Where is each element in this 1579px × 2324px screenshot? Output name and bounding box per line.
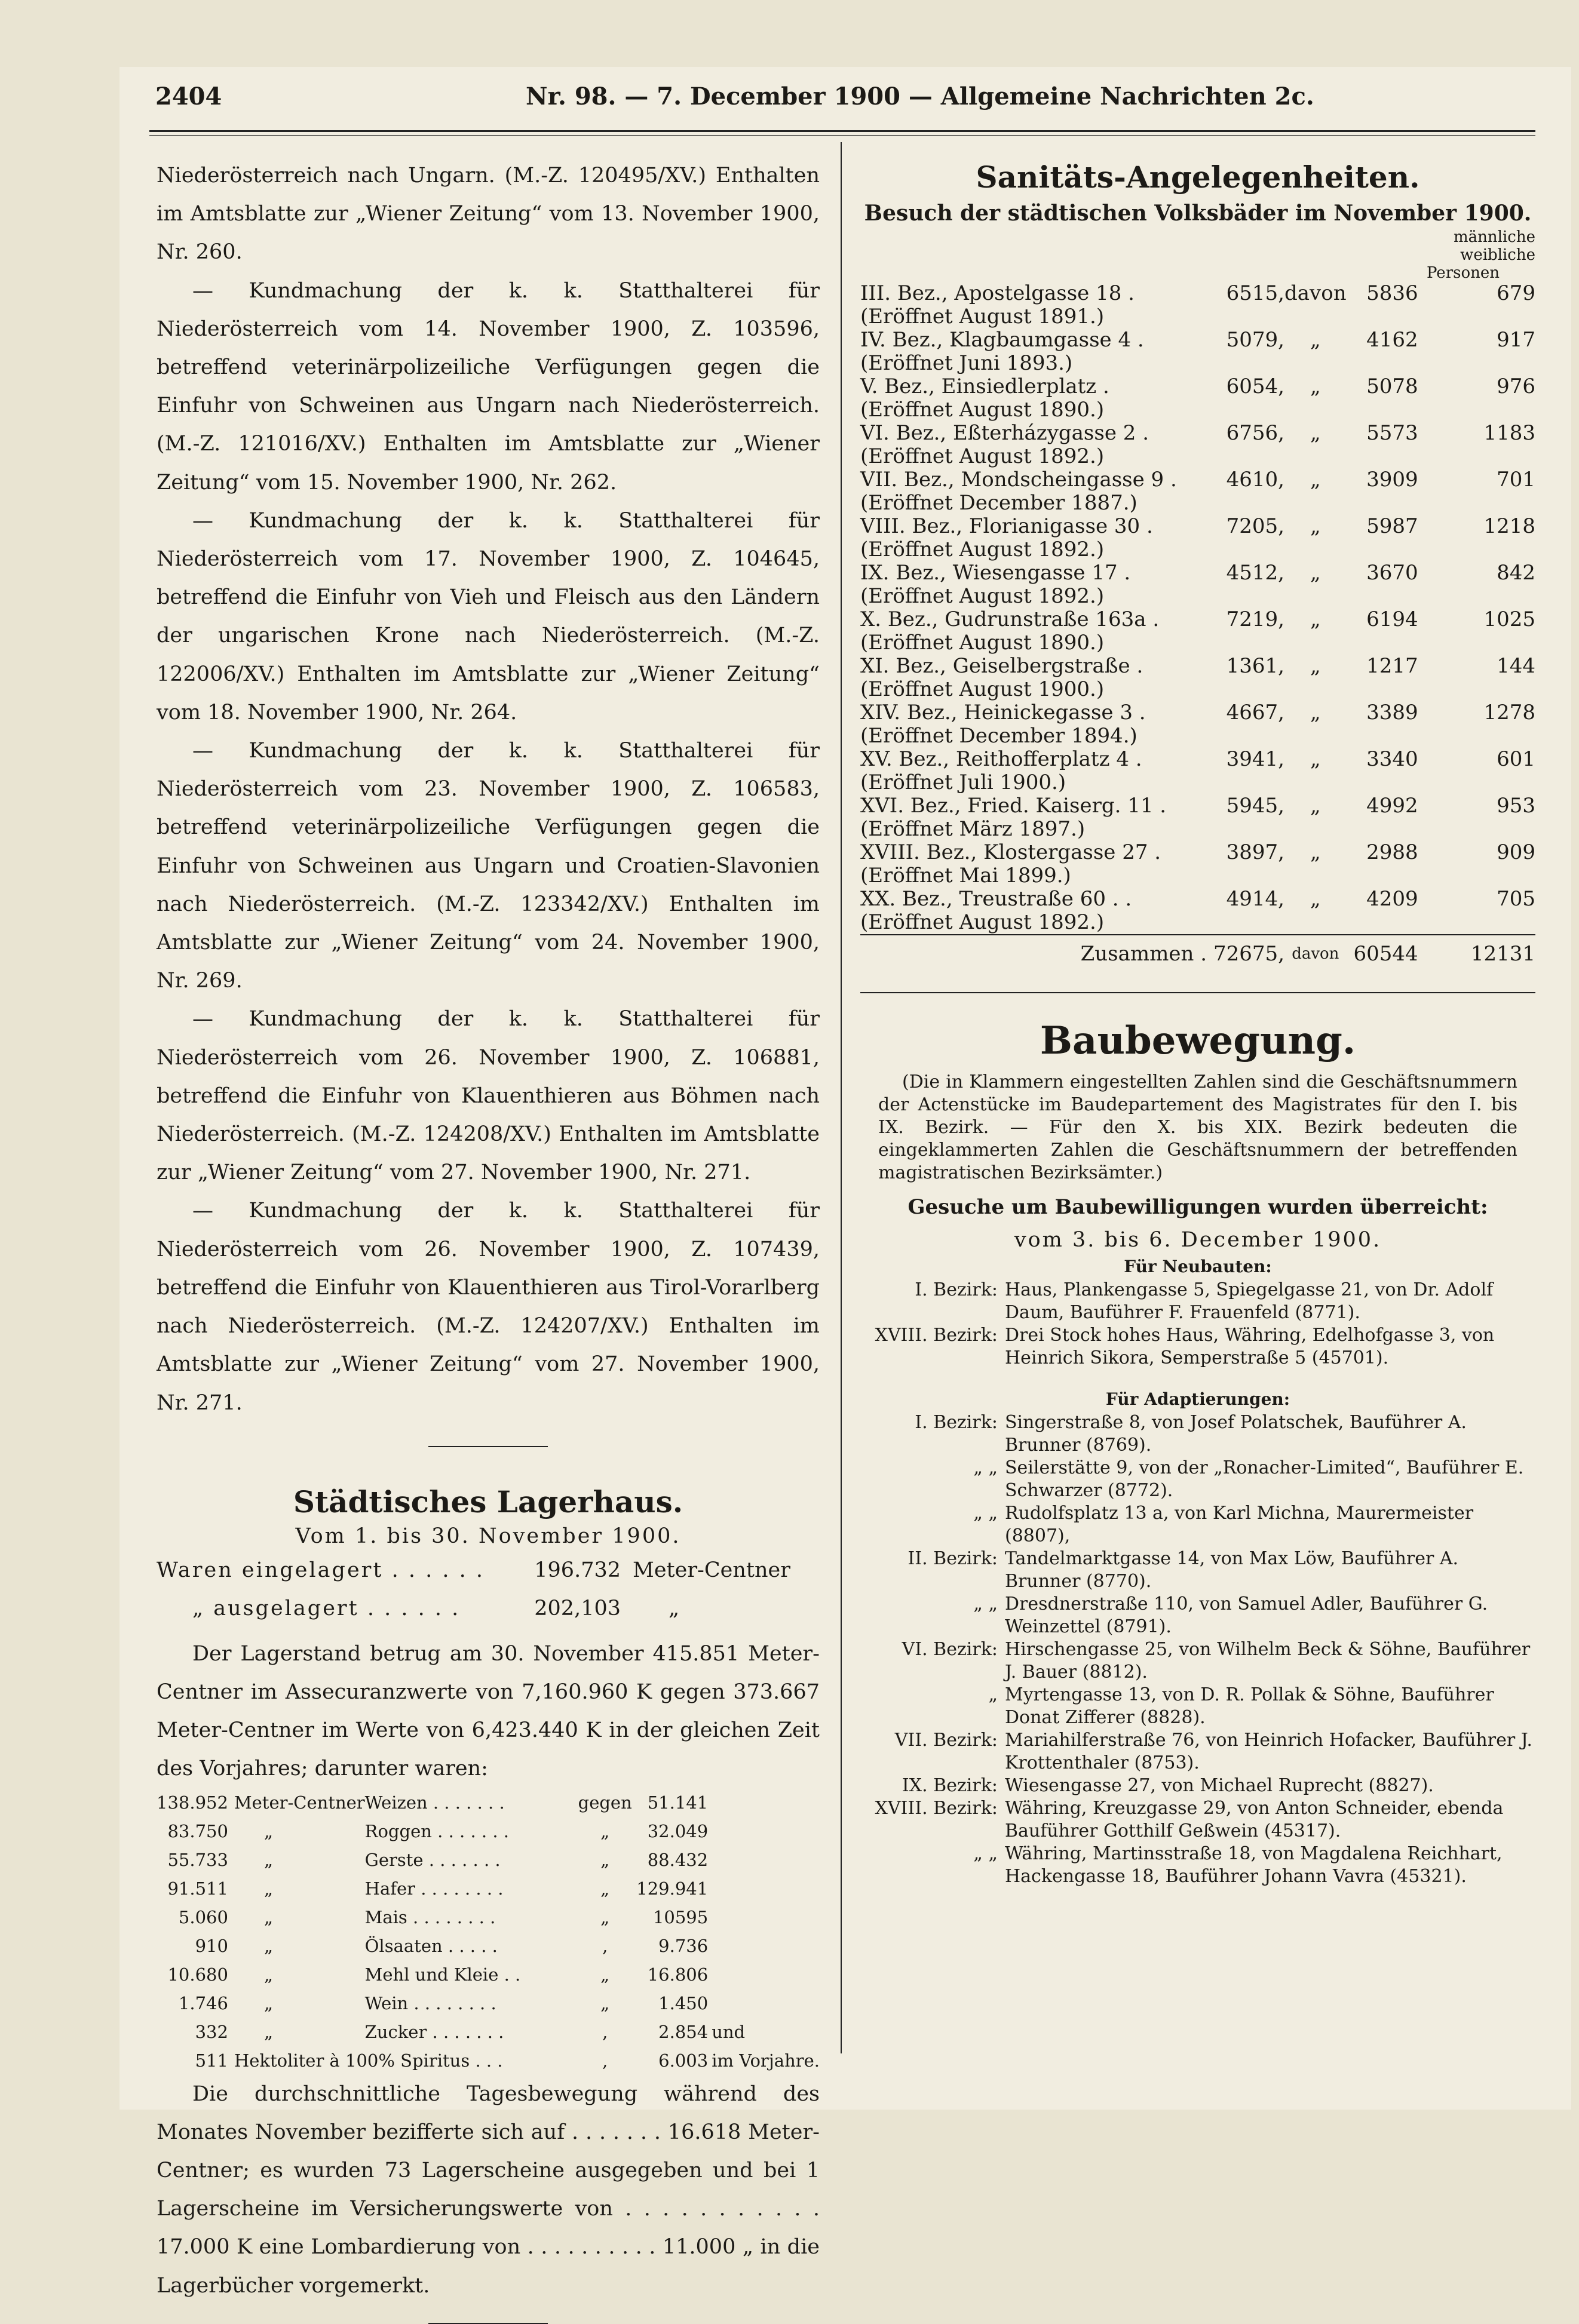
bath-opened: (Eröffnet August 1891.)	[860, 305, 1105, 329]
goods-prev: 88.432	[647, 1849, 709, 1870]
goods-cmp: „	[600, 1849, 610, 1870]
col-male: männliche	[1454, 228, 1535, 246]
bau-heading: Gesuche um Baubewilligungen wurden überreicht:	[907, 1195, 1488, 1219]
bath-male: 4209	[1366, 887, 1418, 911]
column-divider	[841, 142, 842, 2053]
header-rule-bottom	[149, 135, 1535, 136]
district-label: XVIII. Bezirk:	[875, 1325, 998, 1346]
goods-unit: „	[263, 1907, 273, 1927]
table-row	[860, 794, 1535, 841]
goods-prev: 9.736	[658, 1935, 709, 1956]
goods-prev: 1.450	[658, 1993, 709, 2013]
bath-male: 4162	[1366, 328, 1418, 352]
neubauten-list	[860, 1279, 1535, 1370]
bath-ditto: „	[1310, 747, 1321, 771]
bath-male: 3670	[1366, 561, 1418, 585]
bath-total: 1361,	[1226, 654, 1284, 678]
table-row	[860, 422, 1535, 468]
bath-female: 679	[1497, 281, 1535, 305]
goods-unit: „	[263, 2021, 273, 2042]
goods-cmp: ,	[602, 2021, 608, 2042]
goods-qty: 1.746	[178, 1993, 228, 2013]
list-item	[860, 1797, 1535, 1843]
goods-tail: im Vorjahre.	[712, 2050, 820, 2071]
adapt-title: Für Adaptierungen:	[1105, 1389, 1290, 1409]
table-row	[860, 608, 1535, 655]
goods-prev: 6.003	[658, 2050, 709, 2071]
table-row	[860, 561, 1535, 608]
goods-unit: Meter-Centner	[234, 1792, 365, 1813]
table-row	[860, 888, 1535, 935]
bath-opened: (Eröffnet August 1892.)	[860, 444, 1105, 468]
bath-total: 3897,	[1226, 840, 1284, 864]
bath-opened: (Eröffnet Juni 1893.)	[860, 351, 1073, 375]
bath-total: 4914,	[1226, 887, 1284, 911]
total-label: Zusammen .	[860, 935, 1213, 968]
bath-total: 7219,	[1226, 607, 1284, 631]
bath-name: XX. Bez., Treustraße 60 . .	[860, 887, 1132, 911]
bath-opened: (Eröffnet August 1892.)	[860, 910, 1105, 934]
bath-female: 601	[1497, 747, 1535, 771]
bath-name: XIV. Bez., Heinickegasse 3 .	[860, 701, 1146, 724]
entry-text: Wiesengasse 27, von Michael Ruprecht (8827).	[1005, 1775, 1434, 1796]
page-number: 2404	[155, 82, 222, 110]
district-label: „ „	[973, 1457, 998, 1478]
bath-opened: (Eröffnet December 1887.)	[860, 491, 1138, 515]
goods-unit: „	[263, 1935, 273, 1956]
bath-total: 5945,	[1226, 794, 1284, 818]
bath-female: 144	[1497, 654, 1535, 678]
list-item	[860, 1843, 1535, 1888]
goods-tail	[708, 1788, 820, 1817]
notice-paragraph: — Kundmachung der k. k. Statthalterei für Niederösterreich vom 23. November 1900, Z. 106583, betreffend veterinärpolizeiliche Verfügungen gegen die Einfuhr von Schweinen aus Ungarn und Croatien-Slavonien nach Niederösterreich. (M.-Z. 123342/XV.) Enthalten im Amtsblatte zur „Wiener Zeitung“ vom 24. November 1900, Nr. 269.	[157, 739, 820, 993]
goods-prev: 129.941	[636, 1878, 709, 1899]
goods-cmp: „	[600, 1993, 610, 2013]
bath-total: 3941,	[1226, 747, 1284, 771]
bath-opened: (Eröffnet August 1892.)	[860, 584, 1105, 608]
bath-female: 701	[1497, 468, 1535, 492]
district-label: „ „	[973, 1843, 998, 1864]
row-value: 196.732	[534, 1558, 621, 1582]
goods-name: Ölsaaten . . . . .	[364, 1935, 498, 1956]
bath-male: 3389	[1366, 701, 1418, 724]
section-separator	[428, 2323, 548, 2324]
goods-cmp: gegen	[578, 1792, 632, 1813]
bath-total: 4667,	[1226, 701, 1284, 724]
goods-unit: „	[263, 1878, 273, 1899]
bath-name: VI. Bez., Eßterházygasse 2 .	[860, 421, 1149, 445]
goods-qty: 83.750	[167, 1820, 228, 1841]
total-female: 12131	[1418, 935, 1535, 968]
bath-male: 3909	[1366, 468, 1418, 492]
bath-male: 6194	[1366, 607, 1418, 631]
notice-paragraph: — Kundmachung der k. k. Statthalterei für Niederösterreich vom 14. November 1900, Z. 103596, betreffend veterinärpolizeiliche Verfügungen gegen die Einfuhr von Schweinen aus Ungarn nach Niederösterreich. (M.-Z. 121016/XV.) Enthalten im Amtsblatte zur „Wiener Zeitung“ vom 15. November 1900, Nr. 262.	[157, 278, 820, 495]
table-row	[860, 701, 1535, 748]
district-label: II. Bezirk:	[907, 1548, 998, 1569]
bath-male: 5836	[1366, 281, 1418, 305]
bath-name: XI. Bez., Geiselbergstraße .	[860, 654, 1143, 678]
table-row	[860, 841, 1535, 888]
goods-qty: 511	[195, 2050, 228, 2071]
table-row	[860, 468, 1535, 515]
goods-name: Zucker . . . . . . .	[364, 2021, 504, 2042]
bath-name: IX. Bez., Wiesengasse 17 .	[860, 561, 1131, 585]
bath-ditto: „	[1310, 654, 1321, 678]
goods-tail	[708, 1874, 820, 1903]
goods-qty: 138.952	[157, 1792, 228, 1813]
table-row	[157, 2046, 820, 2075]
bath-total: 4512,	[1226, 561, 1284, 585]
goods-prev: 2.854	[658, 2021, 709, 2042]
entry-text: Haus, Plankengasse 5, Spiegelgasse 21, von Dr. Adolf Daum, Bauführer F. Frauenfeld (8771).	[1005, 1279, 1494, 1323]
list-item	[860, 1411, 1535, 1457]
goods-prev: 32.049	[647, 1820, 709, 1841]
goods-unit: Hektoliter à 100% Spiritus	[234, 2050, 470, 2071]
total-row	[860, 935, 1535, 968]
table-row	[157, 1932, 820, 1960]
bath-name: III. Bez., Apostelgasse 18 .	[860, 281, 1135, 305]
lagerstand-text: Der Lagerstand betrug am 30. November 415.851 Meter-Centner im Assecuranzwerte von 7,160.960 K gegen 373.667 Meter-Centner im Werte von 6,423.440 K in der gleichen Zeit des Vorjahres; darunter waren:	[157, 1641, 820, 1781]
entry-text: Hirschengasse 25, von Wilhelm Beck & Söhne, Bauführer J. Bauer (8812).	[1005, 1639, 1531, 1683]
goods-cmp: „	[600, 1820, 610, 1841]
bau-note: (Die in Klammern eingestellten Zahlen sind die Geschäftsnummern der Actenstücke im Baudepartement des Magistrates für den I. bis IX. Bezirk. — Für den X. bis XIX. Bezirk bedeuten die eingeklammerten Zahlen die Geschäftsnummern der betreffenden magistratischen Bezirksämter.)	[878, 1072, 1517, 1183]
table-row	[860, 748, 1535, 794]
goods-table	[157, 1788, 820, 2075]
bath-female: 953	[1497, 794, 1535, 818]
col-persons: Personen	[1426, 264, 1500, 282]
bath-ditto: „	[1310, 607, 1321, 631]
notice-paragraph: — Kundmachung der k. k. Statthalterei für Niederösterreich vom 26. November 1900, Z. 107439, betreffend die Einfuhr von Klauenthieren aus Tirol-Vorarlberg nach Niederösterreich. (M.-Z. 124207/XV.) Enthalten im Amtsblatte zur „Wiener Zeitung“ vom 27. November 1900, Nr. 271.	[157, 1199, 820, 1415]
baths-table	[860, 228, 1535, 968]
bath-ditto: „	[1310, 561, 1321, 585]
table-row	[157, 1788, 820, 1817]
list-item	[860, 1684, 1535, 1729]
total-male: 60544	[1347, 935, 1418, 968]
bath-female: 1183	[1483, 421, 1535, 445]
list-item	[860, 1593, 1535, 1638]
goods-name: . . .	[475, 2050, 503, 2071]
district-label: VI. Bezirk:	[902, 1639, 998, 1660]
bath-total: 4610,	[1226, 468, 1284, 492]
goods-prev: 16.806	[647, 1964, 709, 1985]
list-item	[860, 1548, 1535, 1593]
district-label: I. Bezirk:	[915, 1279, 998, 1300]
bath-opened: (Eröffnet März 1897.)	[860, 817, 1086, 841]
goods-name: Wein . . . . . . . .	[364, 1993, 496, 2013]
bath-name: V. Bez., Einsiedlerplatz .	[860, 374, 1109, 398]
goods-tail	[708, 1989, 820, 2018]
goods-tail	[708, 1817, 820, 1846]
goods-cmp: „	[600, 1907, 610, 1927]
bath-ditto: „	[1310, 328, 1321, 352]
goods-qty: 55.733	[167, 1849, 228, 1870]
bath-female: 1278	[1483, 701, 1535, 724]
col-female: weibliche	[1460, 246, 1535, 264]
entry-text: Singerstraße 8, von Josef Polatschek, Bauführer A. Brunner (8769).	[1005, 1412, 1467, 1456]
header-rule-top	[149, 130, 1535, 132]
goods-tail: und	[712, 2021, 746, 2042]
table-row	[157, 2018, 820, 2046]
bath-ditto: „	[1310, 468, 1321, 492]
goods-qty: 910	[195, 1935, 228, 1956]
bath-total: 6756,	[1226, 421, 1284, 445]
goods-tail	[708, 1846, 820, 1874]
list-item	[860, 1729, 1535, 1775]
bau-title: Baubewegung.	[1040, 1018, 1356, 1063]
right-column	[860, 156, 1535, 1888]
district-label: „ „	[973, 1594, 998, 1614]
goods-tail	[708, 1932, 820, 1960]
notice-paragraph: Niederösterreich nach Ungarn. (M.-Z. 120495/XV.) Enthalten im Amtsblatte zur „Wiener Zeitung“ vom 13. November 1900, Nr. 260.	[157, 164, 820, 265]
row-label: Waren eingelagert . . . . . .	[157, 1558, 485, 1582]
goods-cmp: „	[600, 1964, 610, 1985]
goods-name: Mehl und Kleie . .	[364, 1964, 521, 1985]
entry-text: Seilerstätte 9, von der „Ronacher-Limited“, Bauführer E. Schwarzer (8772).	[1005, 1457, 1524, 1501]
bath-total: 6054,	[1226, 374, 1284, 398]
entry-text: Währing, Martinsstraße 18, von Magdalena Reichhart, Hackengasse 18, Bauführer Johann Vavra (45321).	[1005, 1843, 1503, 1887]
bath-opened: (Eröffnet August 1900.)	[860, 677, 1105, 701]
entry-text: Mariahilferstraße 76, von Heinrich Hofacker, Bauführer J. Krottenthaler (8753).	[1005, 1730, 1532, 1773]
list-item	[860, 1502, 1535, 1548]
table-row	[860, 655, 1535, 701]
goods-qty: 5.060	[178, 1907, 228, 1927]
total-value: 72675,	[1213, 935, 1284, 968]
bath-name: VIII. Bez., Florianigasse 30 .	[860, 514, 1153, 538]
row-unit: Meter-Centner	[633, 1558, 790, 1582]
bath-female: 1218	[1483, 514, 1535, 538]
goods-name: Weizen . . . . . . .	[364, 1792, 505, 1813]
district-label: I. Bezirk:	[915, 1412, 998, 1433]
goods-tail	[708, 1903, 820, 1932]
bath-opened: (Eröffnet Mai 1899.)	[860, 864, 1071, 888]
bath-ditto: „	[1310, 840, 1321, 864]
lagerhaus-subtitle: Vom 1. bis 30. November 1900.	[295, 1524, 681, 1548]
goods-name: Roggen . . . . . . .	[364, 1820, 509, 1841]
running-header: Nr. 98. — 7. December 1900 — Allgemeine Nachrichten 2c.	[526, 82, 1314, 110]
entry-text: Währing, Kreuzgasse 29, von Anton Schneider, ebenda Bauführer Gotthilf Geßwein (45317).	[1005, 1798, 1504, 1841]
entry-text: Dresdnerstraße 110, von Samuel Adler, Bauführer G. Weinzettel (8791).	[1005, 1594, 1488, 1637]
goods-cmp: ,	[602, 2050, 608, 2071]
lagerhaus-title: Städtisches Lagerhaus.	[293, 1484, 683, 1519]
table-row	[157, 1874, 820, 1903]
notice-paragraph: — Kundmachung der k. k. Statthalterei für Niederösterreich vom 17. November 1900, Z. 104645, betreffend die Einfuhr von Vieh und Fleisch aus den Ländern der ungarischen Krone nach Niederösterreich. (M.-Z. 122006/XV.) Enthalten im Amtsblatte zur „Wiener Zeitung“ vom 18. November 1900, Nr. 264.	[157, 508, 820, 724]
left-column	[157, 156, 820, 2324]
row-label: „ ausgelagert . . . . . .	[192, 1596, 461, 1620]
row-value: 202,103	[534, 1596, 621, 1620]
adapt-list	[860, 1411, 1535, 1888]
goods-tail	[708, 1960, 820, 1989]
goods-name: Gerste . . . . . . .	[364, 1849, 501, 1870]
district-label: „ „	[973, 1503, 998, 1524]
district-label: „	[988, 1684, 998, 1705]
goods-prev: 51.141	[647, 1792, 709, 1813]
bath-ditto: davon	[1284, 281, 1347, 305]
table-row	[860, 375, 1535, 422]
goods-unit: „	[263, 1964, 273, 1985]
bath-name: XV. Bez., Reithofferplatz 4 .	[860, 747, 1142, 771]
goods-unit: „	[263, 1820, 273, 1841]
goods-cmp: „	[600, 1878, 610, 1899]
bath-ditto: „	[1310, 374, 1321, 398]
goods-name: Mais . . . . . . . .	[364, 1907, 496, 1927]
table-row	[860, 329, 1535, 375]
bath-opened: (Eröffnet Juli 1900.)	[860, 770, 1066, 794]
entry-text: Tandelmarktgasse 14, von Max Löw, Bauführer A. Brunner (8770).	[1005, 1548, 1459, 1592]
bath-opened: (Eröffnet August 1892.)	[860, 538, 1105, 561]
bath-female: 909	[1497, 840, 1535, 864]
sanitaet-subtitle: Besuch der städtischen Volksbäder im November 1900.	[864, 201, 1532, 226]
bath-ditto: „	[1310, 701, 1321, 724]
neubauten-title: Für Neubauten:	[1124, 1257, 1272, 1276]
entry-text: Drei Stock hohes Haus, Währing, Edelhofgasse 3, von Heinrich Sikora, Semperstraße 5 (45701).	[1005, 1325, 1495, 1368]
bath-ditto: „	[1310, 887, 1321, 911]
goods-cmp: ,	[602, 1935, 608, 1956]
bath-female: 1025	[1483, 607, 1535, 631]
bath-male: 5987	[1366, 514, 1418, 538]
bath-female: 705	[1497, 887, 1535, 911]
table-row	[157, 1903, 820, 1932]
goods-qty: 91.511	[167, 1878, 228, 1899]
district-label: XVIII. Bezirk:	[875, 1798, 998, 1819]
goods-unit: „	[263, 1993, 273, 2013]
lagerhaus-summary	[157, 1558, 820, 1635]
bath-total: 6515,	[1226, 281, 1284, 305]
bath-name: XVIII. Bez., Klostergasse 27 .	[860, 840, 1161, 864]
bath-total: 5079,	[1226, 328, 1284, 352]
movement-text: Die durchschnittliche Tagesbewegung während des Monates November bezifferte sich auf . . . . . . . 16.618 Meter-Centner; es wurden 73 Lagerscheine ausgegeben und bei 1 Lagerscheine im Versicherungswerte von . . . . . . . . . . . 17.000 K eine Lombardierung von . . . . . . . . . . 11.000 „ in die Lagerbücher vorgemerkt.	[157, 2082, 820, 2298]
bath-male: 2988	[1366, 840, 1418, 864]
bath-male: 1217	[1366, 654, 1418, 678]
entry-text: Rudolfsplatz 13 a, von Karl Michna, Maurermeister (8807),	[1005, 1503, 1474, 1546]
table-row	[157, 1960, 820, 1989]
entry-text: Myrtengasse 13, von D. R. Pollak & Söhne, Bauführer Donat Zifferer (8828).	[1005, 1684, 1494, 1728]
table-row	[157, 1846, 820, 1874]
bath-male: 5573	[1366, 421, 1418, 445]
list-item	[860, 1775, 1535, 1797]
bath-name: VII. Bez., Mondscheingasse 9 .	[860, 468, 1177, 492]
list-item	[860, 1279, 1535, 1324]
goods-qty: 332	[195, 2021, 228, 2042]
bath-female: 917	[1497, 328, 1535, 352]
list-item	[860, 1457, 1535, 1502]
row-unit: „	[669, 1596, 680, 1620]
bath-opened: (Eröffnet December 1894.)	[860, 724, 1138, 748]
district-label: IX. Bezirk:	[902, 1775, 998, 1796]
table-row	[860, 282, 1535, 329]
table-row	[157, 1817, 820, 1846]
bath-name: X. Bez., Gudrunstraße 163a .	[860, 607, 1160, 631]
goods-unit: „	[263, 1849, 273, 1870]
sanitaet-title: Sanitäts-Angelegenheiten.	[976, 159, 1420, 195]
bath-female: 976	[1497, 374, 1535, 398]
bau-date: vom 3. bis 6. December 1900.	[1014, 1228, 1382, 1252]
total-davon: davon	[1284, 935, 1347, 968]
list-item	[860, 1324, 1535, 1370]
bath-total: 7205,	[1226, 514, 1284, 538]
goods-name: Hafer . . . . . . . .	[364, 1878, 504, 1899]
goods-qty: 10.680	[167, 1964, 228, 1985]
notice-paragraph: — Kundmachung der k. k. Statthalterei für Niederösterreich vom 26. November 1900, Z. 106881, betreffend die Einfuhr von Klauenthieren aus Böhmen nach Niederösterreich. (M.-Z. 124208/XV.) Enthalten im Amtsblatte zur „Wiener Zeitung“ vom 27. November 1900, Nr. 271.	[157, 1007, 820, 1185]
table-row	[860, 515, 1535, 561]
district-label: VII. Bezirk:	[894, 1730, 998, 1751]
bath-name: IV. Bez., Klagbaumgasse 4 .	[860, 328, 1144, 352]
bath-ditto: „	[1310, 794, 1321, 818]
goods-prev: 10595	[652, 1907, 709, 1927]
bath-opened: (Eröffnet August 1890.)	[860, 398, 1105, 422]
bath-male: 3340	[1366, 747, 1418, 771]
bath-opened: (Eröffnet August 1890.)	[860, 631, 1105, 655]
bath-name: XVI. Bez., Fried. Kaiserg. 11 .	[860, 794, 1167, 818]
bath-male: 4992	[1366, 794, 1418, 818]
list-item	[860, 1638, 1535, 1684]
bath-ditto: „	[1310, 421, 1321, 445]
table-row	[157, 1989, 820, 2018]
bath-male: 5078	[1366, 374, 1418, 398]
bath-ditto: „	[1310, 514, 1321, 538]
bath-female: 842	[1497, 561, 1535, 585]
